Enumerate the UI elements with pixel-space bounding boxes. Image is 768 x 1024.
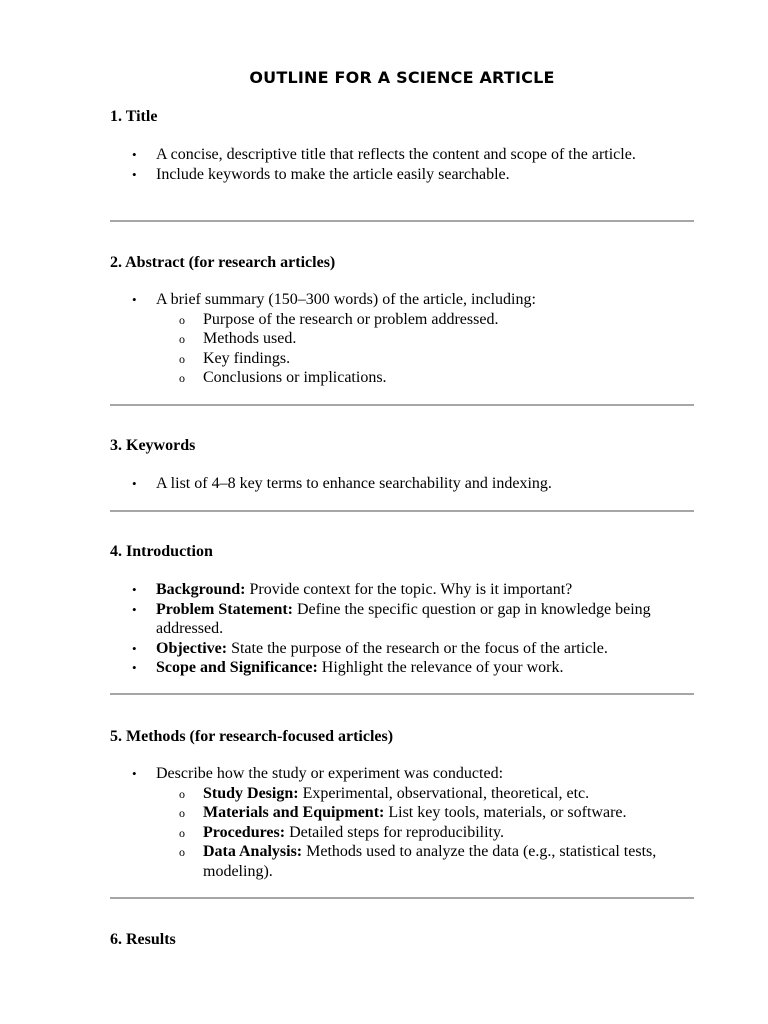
sub-list-item [156, 842, 694, 881]
item-label: Background: [156, 581, 246, 598]
section-divider [110, 404, 694, 406]
sub-list-item-text: Key findings. [203, 349, 291, 367]
list-item [110, 764, 694, 881]
section-list-keywords [110, 474, 694, 494]
sub-list [156, 784, 694, 882]
sub-list-item-text: Methods used. [203, 330, 297, 347]
list-item [110, 145, 694, 165]
list-item-text: A list of 4–8 key terms to enhance searchability and indexing. [156, 475, 552, 492]
item-label: Procedures: [203, 823, 286, 841]
section-list-title [110, 145, 694, 184]
section-divider [110, 220, 694, 222]
sub-list-item-text: Methods used to analyze the data (e.g., statistical tests, modeling). [203, 843, 657, 880]
item-label: Study Design: [203, 784, 299, 802]
section-heading-keywords: 3. Keywords [110, 437, 196, 454]
section-heading-title: 1. Title [110, 108, 158, 125]
list-item-text: A brief summary (150–300 words) of the article, including: [156, 291, 536, 308]
section-divider [110, 510, 694, 512]
sub-list-item [156, 823, 694, 843]
list-item-text: Highlight the relevance of your work. [317, 659, 564, 676]
sub-list-item-text: Detailed steps for reproducibility. [285, 823, 504, 841]
sub-list-item [156, 310, 694, 330]
section-heading-introduction: 4. Introduction [110, 543, 213, 560]
list-item [110, 639, 694, 659]
list-item-text: Include keywords to make the article easily searchable. [156, 165, 510, 183]
list-item [110, 600, 694, 639]
section-list-abstract [110, 290, 694, 388]
item-label: Objective: [156, 639, 228, 657]
sub-list-item-text: List key tools, materials, or software. [384, 804, 627, 821]
sub-list-item [156, 784, 694, 804]
section-heading-results: 6. Results [110, 931, 176, 948]
section-list-introduction [110, 580, 694, 678]
sub-list-item [156, 803, 694, 823]
sub-list-item-text: Purpose of the research or problem addressed. [203, 310, 499, 328]
item-label: Scope and Significance: [156, 659, 318, 676]
list-item [110, 658, 694, 678]
list-item [110, 165, 694, 185]
item-label: Problem Statement: [156, 600, 293, 618]
list-item-text: A concise, descriptive title that reflects the content and scope of the article. [156, 146, 636, 163]
document-title: OUTLINE FOR A SCIENCE ARTICLE [249, 68, 555, 87]
sub-list-item [156, 329, 694, 349]
list-item [110, 580, 694, 600]
list-item [110, 290, 694, 388]
sub-list-item [156, 368, 694, 388]
sub-list-item [156, 349, 694, 369]
list-item-text: Define the specific question or gap in knowledge being addressed. [156, 600, 651, 637]
section-divider [110, 897, 694, 899]
list-item-text: State the purpose of the research or the focus of the article. [227, 639, 608, 657]
sub-list-item-text: Conclusions or implications. [203, 369, 387, 386]
item-label: Data Analysis: [203, 843, 303, 860]
list-item-text: Provide context for the topic. Why is it important? [245, 581, 573, 598]
section-heading-methods: 5. Methods (for research-focused articles) [110, 728, 394, 745]
section-heading-abstract: 2. Abstract (for research articles) [110, 254, 336, 271]
list-item [110, 474, 694, 494]
section-divider [110, 693, 694, 695]
sub-list [156, 310, 694, 388]
item-label: Materials and Equipment: [203, 804, 385, 821]
list-item-text: Describe how the study or experiment was conducted: [156, 765, 504, 782]
section-list-methods [110, 764, 694, 881]
sub-list-item-text: Experimental, observational, theoretical, etc. [298, 784, 590, 802]
